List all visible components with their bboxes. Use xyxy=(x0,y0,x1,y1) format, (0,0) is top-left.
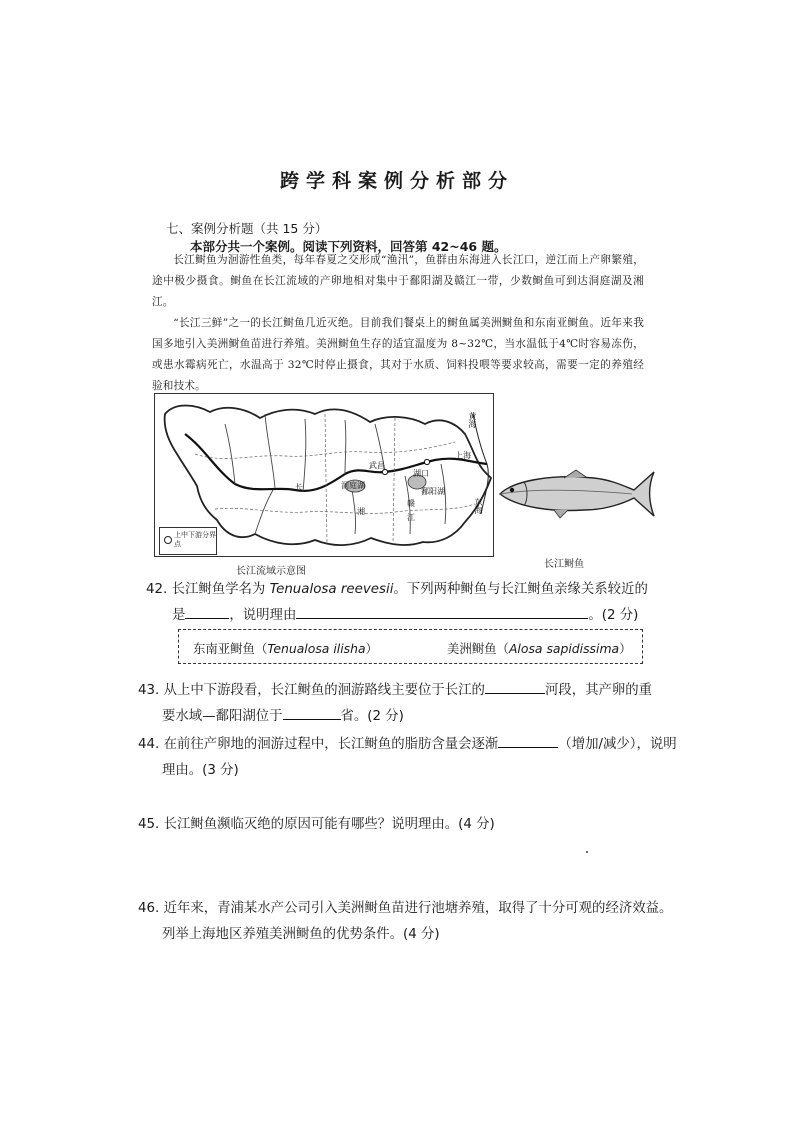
question-44-line-2 xyxy=(162,758,239,784)
map-label-xiang: 湘 xyxy=(357,507,365,516)
fish-drawing xyxy=(494,466,658,522)
map-label-poyang: 鄱阳湖 xyxy=(421,487,445,496)
question-43-line-1 xyxy=(138,678,652,704)
tributary xyxy=(225,424,235,484)
fish-dorsal-fin xyxy=(564,470,586,478)
section-instruction: 本部分共一个案例。阅读下列资料，回答第 42~46 题。 xyxy=(190,239,507,254)
question-46-line-2 xyxy=(162,922,440,948)
question-text: 近年来，青浦某水产公司引入美洲鲥鱼苗进行池塘养殖，取得了十分可观的经济效益。 xyxy=(163,901,673,916)
tributary xyxy=(255,490,273,534)
question-text: 在前往产卵地的洄游过程中，长江鲥鱼的脂肪含量会逐渐 xyxy=(163,737,499,752)
answer-blank[interactable] xyxy=(185,604,229,619)
question-number: 46. xyxy=(138,901,160,916)
option-text: 美洲鲥鱼（ xyxy=(447,641,509,656)
question-number: 42. xyxy=(146,582,168,597)
question-43-line-2 xyxy=(162,704,404,730)
option-text: 东南亚鲥鱼（ xyxy=(193,641,268,656)
question-number: 43. xyxy=(138,683,160,698)
question-text: ，说明理由 xyxy=(229,608,297,623)
fish-pelvic-fin xyxy=(554,510,568,518)
tributary xyxy=(345,420,346,474)
division-point-hukou xyxy=(424,459,429,464)
province-boundary xyxy=(393,418,395,544)
map-label-east-sea: 东海 xyxy=(474,498,483,514)
question-number: 45. xyxy=(138,817,160,832)
question-42-line-2 xyxy=(172,603,638,629)
question-text: （增加/减少），说明 xyxy=(558,737,677,752)
province-boundary xyxy=(325,414,327,544)
question-46-line-1 xyxy=(138,896,672,922)
option-text: ） xyxy=(619,641,632,656)
question-text: 是 xyxy=(172,608,186,623)
material-paragraph-2: “长江三鲜”之一的长江鲥鱼几近灭绝。目前我们餐桌上的鲥鱼属美洲鲥鱼和东南亚鲥鱼。近年来我国多地引入美洲鲥鱼苗进行养殖。美洲鲥鱼生存的适宜温度为 8~32℃，当水温低于4℃时容易冻伤，或患水霉病死亡，水温高于 32℃时停止摄食，其对于水质、饲料投喂等要求较高，需要一定的养殖经验和技术。 xyxy=(152,317,644,392)
fish-eye xyxy=(510,488,514,492)
question-42-line-1 xyxy=(146,577,648,603)
question-number: 44. xyxy=(138,737,160,752)
question-text: 河段，其产卵的重 xyxy=(544,683,653,698)
answer-blank[interactable] xyxy=(498,733,558,748)
option-southeast-asian-shad xyxy=(193,639,378,657)
province-boundary xyxy=(215,504,475,513)
answer-blank[interactable] xyxy=(296,604,588,619)
shad-fish-image xyxy=(494,466,658,522)
question-text: 从上中下游段看，长江鲥鱼的洄游路线主要位于长江的 xyxy=(163,683,485,698)
yangtze-basin-map xyxy=(154,393,494,557)
map-label-jiang: 江 xyxy=(407,513,415,522)
map-legend-label: 上中下游分界点 xyxy=(174,531,216,548)
tributary xyxy=(303,419,306,492)
map-caption: 长江流域示意图 xyxy=(236,566,306,577)
question-text: 。下列两种鲥鱼与长江鲥鱼亲缘关系较近的 xyxy=(393,582,648,597)
material-paragraph-1: 长江鲥鱼为洄游性鱼类，每年春夏之交形成“渔汛”，鱼群由东海进入长江口，逆江而上产卵繁殖，途中极少摄食。鲥鱼在长江流域的产卵地相对集中于鄱阳湖及赣江一带，少数鲥鱼可到达洞庭湖及湘江。 xyxy=(152,254,644,308)
question-text: 长江鲥鱼濒临灭绝的原因可能有哪些？说明理由。(4 分) xyxy=(163,817,495,832)
map-label-wuhan: 武昌 xyxy=(369,461,385,470)
page-title: 跨学科案例分析部分 xyxy=(279,170,514,192)
map-label-gan: 赣 xyxy=(407,499,415,508)
scan-speck xyxy=(586,851,588,853)
question-text: 省。(2 分) xyxy=(340,709,404,724)
question-44-line-1 xyxy=(138,732,677,758)
question-45 xyxy=(138,812,495,838)
question-text: 列举上海地区养殖美洲鲥鱼的优势条件。(4 分) xyxy=(162,927,440,942)
options-box xyxy=(178,629,643,664)
answer-blank[interactable] xyxy=(283,705,341,720)
question-text: 长江鲥鱼学名为 xyxy=(171,582,270,597)
question-text: 理由。(3 分) xyxy=(162,763,239,778)
map-label-hukou: 湖口 xyxy=(413,469,429,478)
map-label-chang: 长 xyxy=(295,483,303,492)
answer-blank[interactable] xyxy=(485,679,545,694)
scientific-name: Tenualosa ilisha xyxy=(267,641,366,656)
basin-outline xyxy=(165,406,491,546)
scientific-name: Tenualosa reevesii xyxy=(269,582,394,597)
question-text: 。(2 分) xyxy=(588,608,639,623)
map-legend xyxy=(159,527,217,555)
tributary xyxy=(265,414,275,488)
yangtze-main-stream xyxy=(185,434,487,491)
map-label-shanghai: 上海 xyxy=(455,451,471,460)
map-label-dongting: 洞庭湖 xyxy=(341,481,365,490)
option-text: ） xyxy=(365,641,378,656)
division-point-symbol xyxy=(164,536,172,544)
section-heading: 七、案例分析题（共 15 分） xyxy=(166,221,328,236)
map-label-yellow-sea: 黄海 xyxy=(468,412,477,428)
option-american-shad xyxy=(447,639,632,657)
scientific-name: Alosa sapidissima xyxy=(508,641,620,656)
question-text: 要水域—鄱阳湖位于 xyxy=(162,709,283,724)
fish-caption: 长江鲥鱼 xyxy=(544,559,584,570)
province-boundary xyxy=(195,442,455,459)
